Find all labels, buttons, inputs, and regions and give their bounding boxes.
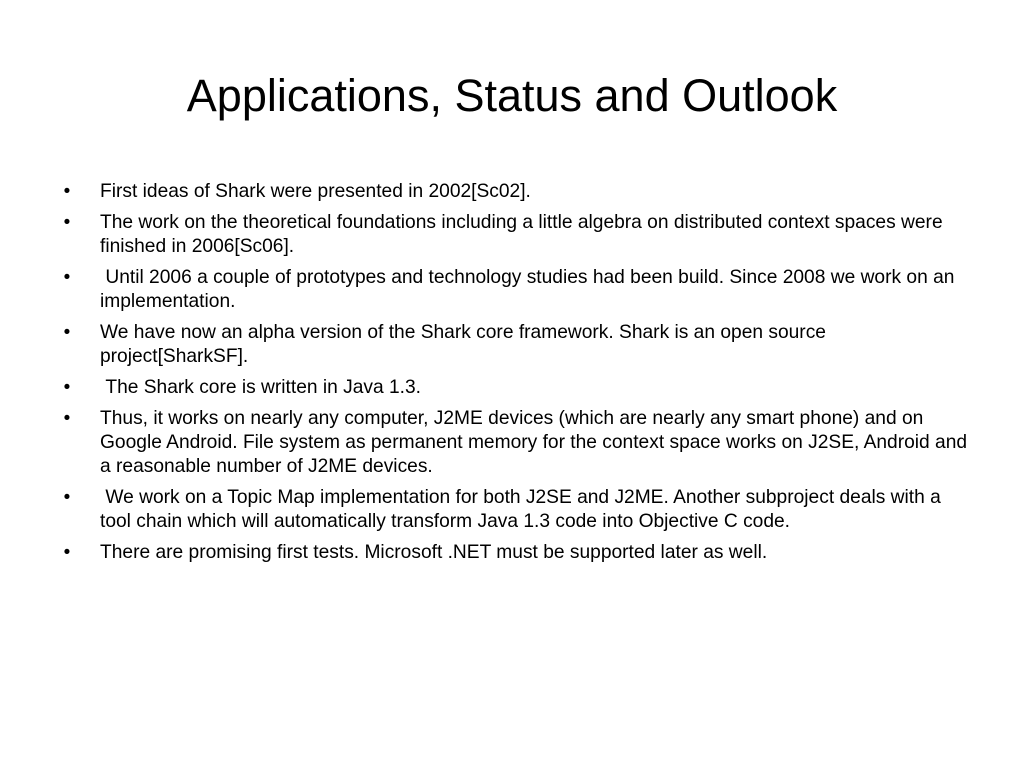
bullet-text: Until 2006 a couple of prototypes and technology studies had been build. Since 2008 we work on an implementation.: [100, 267, 960, 312]
slide-title: Applications, Status and Outlook: [186, 70, 838, 121]
bullet-text: We work on a Topic Map implementation for both J2SE and J2ME. Another subproject deals with a tool chain which will automatically transform Java 1.3 code into Objective C code.: [100, 487, 947, 532]
bullet-marker: •: [63, 212, 71, 233]
bullet-text: First ideas of Shark were presented in 2002[Sc02].: [100, 181, 531, 202]
bullet-item-4: [59, 321, 974, 369]
bullet-item-8: [59, 541, 974, 565]
bullet-item-7: [59, 486, 974, 534]
bullet-item-5: [59, 376, 974, 400]
bullet-marker: •: [63, 377, 71, 398]
bullet-marker: •: [63, 408, 71, 429]
bullet-marker: •: [63, 542, 71, 563]
bullet-item-3: [59, 266, 974, 314]
bullet-text: Thus, it works on nearly any computer, J2ME devices (which are nearly any smart phone) and on Google Android. File system as permanent memory for the context space works on J2SE, Android and a reasonable number of J2ME devices.: [100, 408, 973, 477]
bullet-text: The Shark core is written in Java 1.3.: [100, 377, 422, 398]
bullet-text: We have now an alpha version of the Shark core framework. Shark is an open source project[SharkSF].: [100, 322, 832, 367]
bullet-marker: •: [63, 181, 71, 202]
bullet-item-6: [59, 407, 974, 479]
bullet-marker: •: [63, 267, 71, 288]
bullet-marker: •: [63, 322, 71, 343]
bullet-item-2: [59, 211, 974, 259]
bullet-marker: •: [63, 487, 71, 508]
bullet-text: The work on the theoretical foundations including a little algebra on distributed context spaces were finished in 2006[Sc06].: [100, 212, 948, 257]
bullet-list: [59, 180, 974, 572]
bullet-text: There are promising first tests. Microsoft .NET must be supported later as well.: [100, 542, 768, 563]
bullet-item-1: [59, 180, 974, 204]
